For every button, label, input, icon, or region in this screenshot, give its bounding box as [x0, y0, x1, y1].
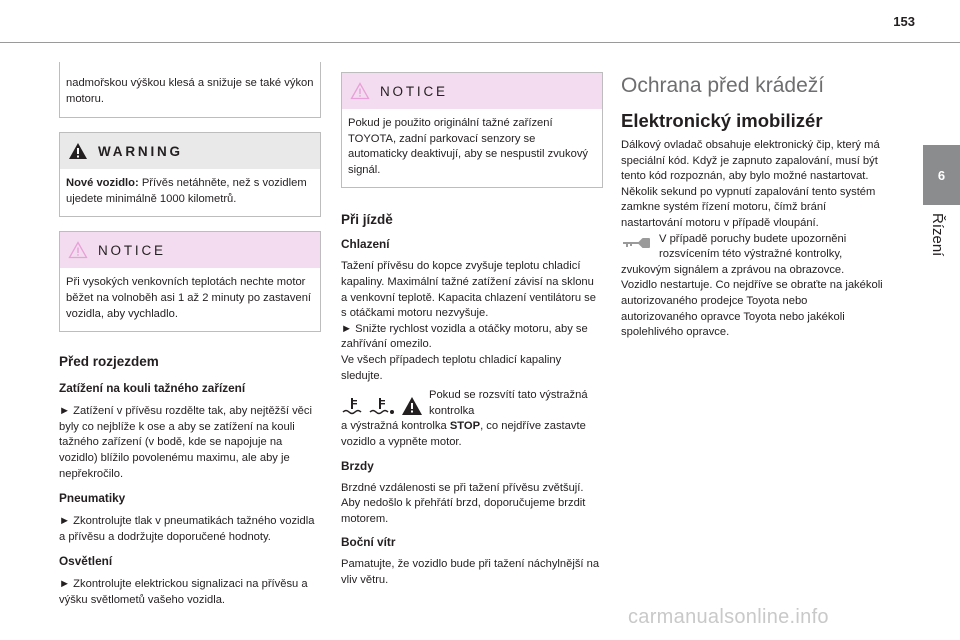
subsection-title-crosswind: Boční vítr	[341, 535, 396, 550]
section-title-driving: Při jízdě	[341, 212, 393, 228]
notice-icon	[68, 241, 88, 259]
watermark: carmanualsonline.info	[628, 606, 829, 628]
cooling-text-3: Ve všech případech teplotu chladicí kapaliny sledujte.	[341, 353, 562, 382]
header-rule	[0, 42, 960, 43]
subsection-title-cooling: Chlazení	[341, 237, 390, 252]
after-icon-after: , co nejdříve zastavte vozidlo a vypněte motor.	[341, 420, 586, 448]
warning-lamp-icons	[341, 388, 423, 416]
subsection-text-brakes: Brzdné vzdálenosti se při tažení přívěsu zvětšují. Aby nedošlo k přehřátí brzd, doporučujeme brzdit motorem.	[341, 481, 586, 525]
immobiliser-icon-text: V případě poruchy budete upozorněni rozsvícením této výstražné kontrolky,	[659, 232, 847, 261]
immobiliser-text-1: Dálkový ovladač obsahuje elektronický čip, který má speciální kód. Když je zapnuto zapalování, musí být tento kód rozpoznán, aby bylo možné nastartovat.	[621, 139, 880, 183]
notice-title-2: NOTICE	[380, 83, 448, 99]
key-icon	[621, 236, 651, 250]
subsection-title-load: Zatížení na kouli tažného zařízení	[59, 381, 246, 396]
subsection-title-brakes: Brzdy	[341, 458, 374, 473]
coolant-temperature-icon	[341, 396, 363, 416]
column-3	[621, 74, 883, 341]
chapter-title: Řízení	[929, 213, 946, 257]
notice-box-2	[341, 72, 603, 188]
warning-bold: Nové vozidlo:	[66, 177, 139, 190]
subsection-title-immobiliser: Elektronický imobilizér	[621, 110, 823, 131]
intro-text: nadmořskou výškou klesá a snižuje se také výkon motoru.	[66, 77, 314, 105]
notice-body-2	[342, 109, 602, 187]
coolant-warning-row	[341, 388, 603, 419]
subsection-title-tyres: Pneumatiky	[59, 491, 126, 506]
cooling-text-2: ► Snižte rychlost vozidla a otáčky motoru, aby se zahřívání omezilo.	[341, 322, 588, 351]
warning-title: WARNING	[98, 143, 183, 159]
notice-title-1: NOTICE	[98, 242, 166, 258]
after-icon-before: a výstražná kontrolka	[341, 420, 450, 433]
chapter-number: 6	[937, 167, 946, 183]
warning-text: Přívěs netáhněte, než s vozidlem ujedete minimálně 1000 kilometrů.	[66, 177, 307, 205]
notice-body-1	[60, 268, 320, 331]
column-1	[59, 62, 321, 609]
subsection-title-lights: Osvětlení	[59, 554, 113, 569]
coolant-level-icon	[369, 396, 395, 416]
immobiliser-warning-row	[621, 232, 883, 263]
immobiliser-text-2: Několik sekund po vypnutí zapalování tento systém zamkne systém řízení motoru, čímž brání nastartování motoru v případě vloupání.	[621, 185, 876, 229]
notice-text-1: Při vysokých venkovních teplotách nechte motor běžet na volnoběh asi 1 až 2 minuty po zastavení vozidla, aby vychladlo.	[66, 276, 312, 320]
warning-icon	[68, 142, 88, 160]
page-number: 153	[893, 14, 915, 29]
immobiliser-lamp	[621, 232, 651, 250]
chapter-tab[interactable]	[923, 145, 960, 205]
subsection-text-load: ► Zatížení v přívěsu rozdělte tak, aby nejtěžší věci byly co nejblíže k ose a aby se zatížení na kouli tažného zařízení (v bodě, kde se napojuje na vozidlo) blížilo povolenému maximu, ale aby je nepřekročilo.	[59, 405, 312, 480]
section-title-theft-protection: Ochrana před krádeží	[621, 74, 825, 97]
section-title-before-start: Před rozjezdem	[59, 354, 159, 370]
immobiliser-text-3: zvukovým signálem a zprávou na obrazovce. Vozidlo nestartuje. Co nejdříve se obraťte na jakékoli autorizovaného prodejce Toyota nebo autorizovaného opravce Toyota nebo jakékoli spolehlivého opravce.	[621, 263, 883, 339]
intro-box	[59, 62, 321, 118]
notice-header-1	[60, 232, 320, 268]
coolant-after-icon-text	[341, 419, 603, 450]
notice-text-2: Pokud je použito originální tažné zařízení TOYOTA, zadní parkovací senzory se automaticky deaktivují, aby se nespustil zvukový signál.	[348, 117, 589, 176]
subsection-text-lights: ► Zkontrolujte elektrickou signalizaci na přívěsu a výšku světlometů vašeho vozidla.	[59, 578, 308, 606]
stop-bold: STOP	[449, 420, 481, 433]
coolant-icon-text: Pokud se rozsvítí tato výstražná kontrolka	[429, 389, 588, 417]
subsection-text-tyres: ► Zkontrolujte tlak v pneumatikách tažného vozidla a přívěsu a dodržujte doporučené hodnoty.	[59, 515, 315, 543]
notice-icon	[350, 82, 370, 100]
subsection-text-crosswind: Pamatujte, že vozidlo bude při tažení náchylnější na vliv větru.	[341, 558, 600, 586]
cooling-text-1: Tažení přívěsu do kopce zvyšuje teplotu chladicí kapaliny. Maximální tažné zatížení závisí na sklonu a venkovní teplotě. Kapacita chlazení ventilátoru se s otáčkami motoru nezvyšuje.	[341, 260, 596, 320]
notice-box-1	[59, 231, 321, 332]
warning-body	[60, 169, 320, 216]
notice-header-2	[342, 73, 602, 109]
warning-box	[59, 132, 321, 217]
warning-header	[60, 133, 320, 169]
stop-warning-icon	[401, 396, 423, 416]
column-2	[341, 72, 603, 588]
